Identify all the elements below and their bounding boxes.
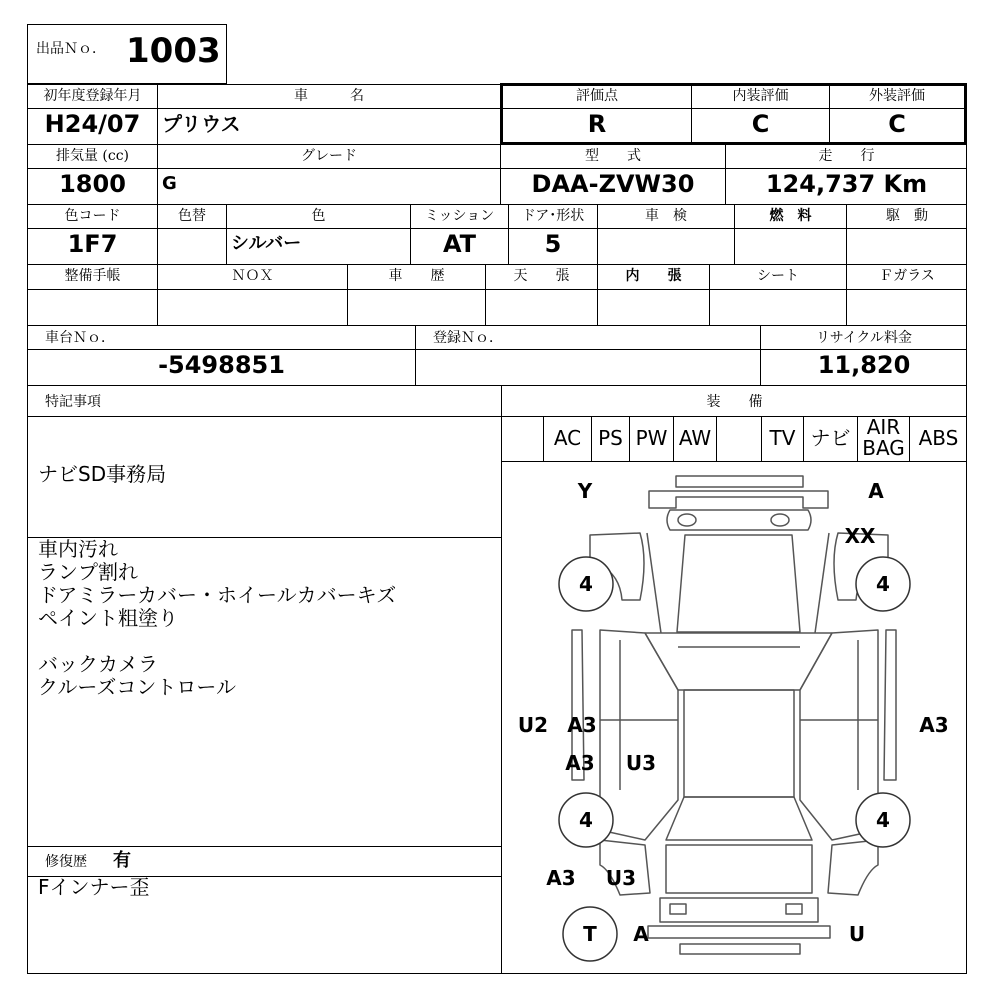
color-code-value: 1F7 — [67, 230, 118, 258]
model-code-value: DAA-ZVW30 — [531, 170, 695, 198]
damage-mark: A3 — [546, 866, 576, 890]
door-shape-value: 5 — [544, 230, 562, 258]
equipment-label: 装 備 — [706, 394, 763, 410]
equipment-item-tv: TV — [769, 426, 796, 450]
spare-tire-mark: T — [583, 922, 597, 946]
inspection-label: 車 検 — [645, 208, 687, 224]
displacement-value: 1800 — [59, 170, 126, 198]
front-glass-label: Ｆガラス — [879, 268, 935, 284]
drive-label: 駆 動 — [886, 208, 928, 224]
equipment-item-navi: ナビ — [810, 426, 851, 450]
interior-trim-label: 内 張 — [625, 268, 682, 284]
lot-number-value: 1003 — [126, 31, 221, 71]
damage-mark: A3 — [565, 751, 595, 775]
equipment-item-ac: AC — [553, 426, 582, 450]
damage-mark: A3 — [567, 713, 597, 737]
wheel-mark: 4 — [579, 808, 593, 832]
equipment-item-aw: AW — [678, 426, 712, 450]
exterior-grade-label: 外装評価 — [869, 88, 925, 104]
repair-history-value: 有 — [113, 850, 131, 871]
color-change-label: 色替 — [178, 208, 206, 224]
damage-mark: U3 — [625, 751, 657, 775]
mileage-value: 124,737 Km — [765, 170, 928, 198]
grade-value: G — [162, 173, 177, 194]
repair-details-text: Fインナー歪 — [38, 875, 150, 899]
color-code-label: 色コード — [64, 208, 121, 224]
lot-number-box — [27, 24, 227, 84]
equipment-item-pw: PW — [635, 426, 668, 450]
chassis-number-value: -5498851 — [158, 351, 285, 379]
remarks-label: 特記事項 — [45, 394, 101, 410]
registration-date-value: H24/07 — [44, 110, 141, 138]
color-value: シルバー — [231, 233, 302, 254]
transmission-value: AT — [442, 230, 477, 258]
interior-grade-value: C — [751, 110, 770, 138]
door-shape-label: ドア･形状 — [521, 208, 585, 224]
equipment-item-ps: PS — [598, 426, 623, 450]
hood-outline — [677, 535, 800, 632]
chassis-number-label: 車台Ｎｏ． — [45, 330, 115, 346]
damage-mark: XX — [844, 524, 876, 548]
registration-date-label: 初年度登録年月 — [43, 88, 142, 104]
wheel-mark: 4 — [579, 572, 593, 596]
displacement-label: 排気量 (cc) — [55, 148, 130, 164]
nox-label: ＮＯＸ — [231, 268, 274, 284]
damage-mark: A — [633, 922, 649, 946]
roof-lining-label: 天 張 — [513, 268, 570, 284]
equipment-item-airbag: AIR BAG — [862, 415, 905, 460]
trunk-outline — [666, 845, 812, 893]
score-value: R — [587, 110, 607, 138]
registration-number-label: 登録Ｎｏ． — [433, 330, 503, 346]
score-label: 評価点 — [576, 88, 618, 104]
roof-outline — [684, 690, 794, 797]
repair-history-label: 修復歴 — [45, 854, 87, 870]
remarks-middle-text: 車内汚れ ランプ割れ ドアミラーカバー・ホイールカバーキズ ペイント粗塗り バックカメラ クルーズコントロール — [38, 537, 397, 699]
fuel-label: 燃 料 — [769, 208, 812, 224]
wheel-mark: 4 — [876, 808, 890, 832]
transmission-label: ミッション — [424, 208, 495, 224]
front-bumper-outline — [649, 491, 828, 508]
lot-number-label: 出品Ｎｏ． — [36, 41, 106, 57]
rear-bumper-outline — [660, 898, 818, 922]
car-name-label: 車 名 — [294, 88, 364, 104]
front-bumper-outline — [676, 476, 803, 487]
mileage-label: 走 行 — [818, 148, 875, 164]
remarks-top-text: ナビSD事務局 — [38, 462, 167, 486]
maintenance-book-label: 整備手帳 — [64, 268, 121, 284]
rear-right-fender-outline — [828, 840, 878, 895]
equipment-item-abs: ABS — [918, 426, 959, 450]
model-code-label: 型 式 — [585, 148, 641, 164]
vehicle-history-label: 車 歴 — [388, 268, 445, 284]
damage-mark: U3 — [605, 866, 637, 890]
exterior-grade-value: C — [888, 110, 906, 138]
damage-mark: A3 — [919, 713, 949, 737]
grade-label: グレード — [301, 148, 357, 164]
damage-mark: Y — [577, 479, 593, 503]
recycle-fee-label: リサイクル料金 — [815, 330, 913, 346]
damage-mark: U — [848, 922, 866, 946]
seat-label: シート — [757, 268, 799, 284]
damage-mark: A — [868, 479, 884, 503]
interior-grade-label: 内装評価 — [732, 88, 789, 104]
car-name-value: プリウス — [162, 112, 241, 136]
damage-mark: U2 — [517, 713, 549, 737]
recycle-fee-value: 11,820 — [817, 351, 911, 379]
wheel-mark: 4 — [876, 572, 890, 596]
rear-window-outline — [666, 797, 812, 840]
color-label: 色 — [311, 208, 326, 224]
